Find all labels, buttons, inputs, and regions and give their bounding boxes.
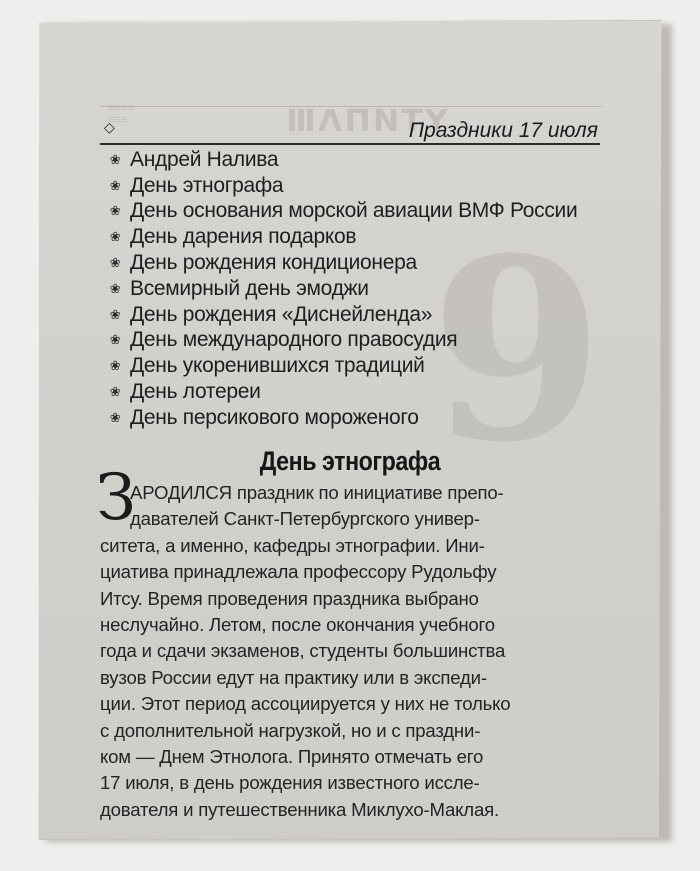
flower-bullet-icon: ❀ xyxy=(109,358,121,374)
holiday-label: День этнографа xyxy=(130,173,284,197)
bleedthrough-numeral: 9 xyxy=(430,203,604,497)
bleedthrough-small-text: ≡≡≡≡ ≡≡≡ xyxy=(108,102,134,127)
article-line: года и сдачи экзаменов, студенты большинства xyxy=(100,640,506,662)
section-header xyxy=(100,113,600,147)
holiday-list xyxy=(106,147,577,431)
flower-bullet-icon: ❀ xyxy=(109,280,121,296)
holiday-label: Андрей Налива xyxy=(130,147,279,171)
flower-bullet-icon: ❀ xyxy=(109,255,121,271)
list-item xyxy=(106,199,577,225)
list-item xyxy=(106,405,577,431)
flower-bullet-icon: ❀ xyxy=(109,332,121,348)
article-line: АРОДИЛСЯ праздник по инициативе препо- xyxy=(130,482,504,503)
holiday-label: День укоренившихся традиций xyxy=(130,354,425,378)
article-line: с дополнительной нагрузкой, но и с праздни- xyxy=(100,719,481,741)
section-title: Праздники 17 июля xyxy=(408,119,598,142)
article-line: ции. Этот период ассоциируется у них не только xyxy=(100,693,511,715)
holiday-label: День персикового мороженого xyxy=(130,405,419,429)
holiday-label: День международного правосудия xyxy=(130,328,458,352)
article-body xyxy=(100,480,592,823)
bleedthrough-text: ⅢΛΠΝΤΥ xyxy=(286,104,450,139)
flower-bullet-icon: ❀ xyxy=(109,151,121,167)
list-item xyxy=(106,328,577,354)
holiday-label: День дарения подарков xyxy=(130,225,357,249)
header-rule xyxy=(100,143,600,145)
list-item xyxy=(106,379,577,405)
article-line: дователя и путешественника Миклухо-Маклая. xyxy=(100,798,499,820)
article-line: ситета, а именно, кафедры этнографии. Ини- xyxy=(100,534,485,556)
article-line: давателей Санкт-Петербургского универ- xyxy=(130,508,480,530)
list-item xyxy=(106,276,577,302)
article-line: 17 июля, в день рождения известного иссле- xyxy=(100,772,480,794)
article-title: День этнографа xyxy=(259,446,441,476)
article-line: вузов России едут на практику или в экспеди- xyxy=(100,666,487,688)
holiday-label: Всемирный день эмоджи xyxy=(130,276,369,300)
article-line: неслучайно. Летом, после окончания учебного xyxy=(100,613,495,635)
holiday-label: День основания морской авиации ВМФ России xyxy=(130,199,578,223)
list-item xyxy=(106,250,577,276)
flower-bullet-icon: ❀ xyxy=(109,306,121,322)
list-item xyxy=(106,173,577,199)
holiday-label: День рождения «Диснейленда» xyxy=(130,302,433,326)
article-line: ком — Днем Этнолога. Принято отмечать его xyxy=(100,745,484,767)
list-item xyxy=(106,147,577,173)
holiday-label: День рождения кондиционера xyxy=(130,251,417,275)
flower-bullet-icon: ❀ xyxy=(109,203,121,219)
list-item xyxy=(106,302,577,328)
top-rule xyxy=(100,106,602,107)
list-item xyxy=(106,224,577,250)
flower-bullet-icon: ❀ xyxy=(109,177,121,193)
article-line: циатива принадлежала профессору Рудольфу xyxy=(100,561,497,583)
flower-bullet-icon: ❀ xyxy=(109,229,121,245)
holiday-label: День лотереи xyxy=(130,380,261,404)
drop-cap: З xyxy=(96,461,136,535)
diamond-icon: ◇ xyxy=(104,119,115,135)
list-item xyxy=(106,353,577,379)
article-line: Итсу. Время проведения праздника выбрано xyxy=(100,587,479,609)
flower-bullet-icon: ❀ xyxy=(109,409,121,425)
flower-bullet-icon: ❀ xyxy=(109,384,121,400)
